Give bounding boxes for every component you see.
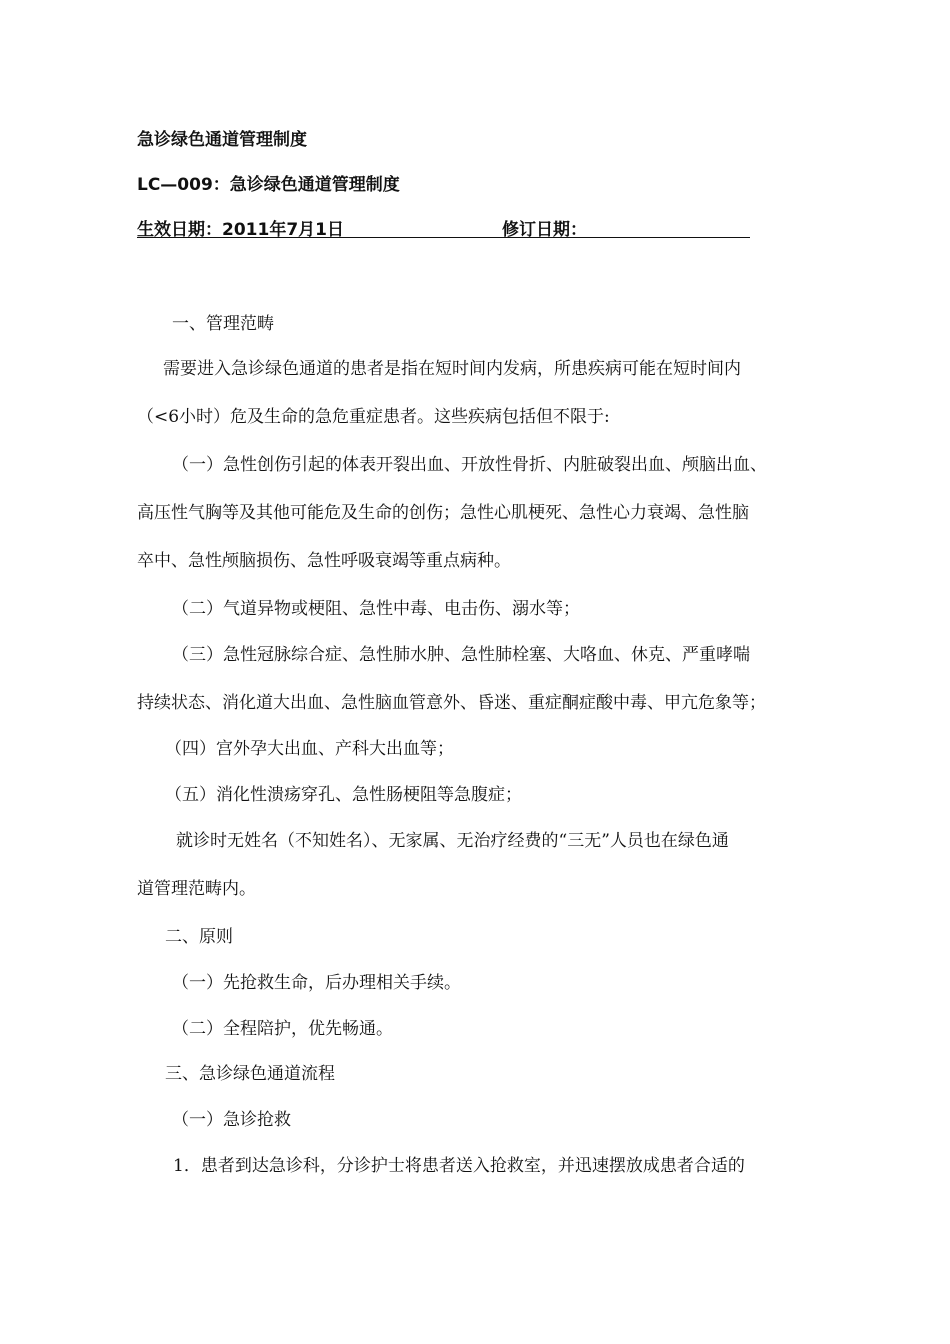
- item-1-line-1: （一）急性创伤引起的体表开裂出血、开放性骨折、内脏破裂出血、颅脑出血、: [172, 455, 767, 475]
- item-4: （四）宫外孕大出血、产科大出血等；: [165, 739, 454, 759]
- section-3-paragraph-1: 1．患者到达急诊科，分诊护士将患者送入抢救室，并迅速摆放成患者合适的: [173, 1156, 745, 1176]
- header-underline: [137, 237, 750, 238]
- item-2: （二）气道异物或梗阻、急性中毒、电击伤、溺水等；: [172, 599, 580, 619]
- paragraph-2-line-1: 就诊时无姓名（不知姓名）、无家属、无治疗经费的“三无”人员也在绿色通: [176, 831, 729, 851]
- item-3-line-1: （三）急性冠脉综合症、急性肺水肿、急性肺栓塞、大咯血、休克、严重哮喘: [172, 645, 750, 665]
- section-2-heading: 二、原则: [165, 927, 233, 947]
- section-3-subheading-1: （一）急诊抢救: [172, 1110, 291, 1130]
- paragraph-1-line-2: （<6小时）危及生命的急危重症患者。这些疾病包括但不限于:: [137, 407, 610, 427]
- section-1-heading: 一、管理范畴: [172, 314, 274, 334]
- item-5: （五）消化性溃疡穿孔、急性肠梗阻等急腹症；: [165, 785, 522, 805]
- paragraph-1-line-1: 需要进入急诊绿色通道的患者是指在短时间内发病，所患疾病可能在短时间内: [163, 359, 741, 379]
- section-3-heading: 三、急诊绿色通道流程: [165, 1064, 335, 1084]
- effective-date: 生效日期：2011年7月1日: [137, 220, 344, 240]
- item-1-line-2: 高压性气胸等及其他可能危及生命的创伤；急性心肌梗死、急性心力衰竭、急性脑: [137, 503, 749, 523]
- item-1-line-3: 卒中、急性颅脑损伤、急性呼吸衰竭等重点病种。: [137, 551, 511, 571]
- paragraph-2-line-2: 道管理范畴内。: [137, 879, 256, 899]
- revision-date-label: 修订日期：: [502, 220, 587, 240]
- document-title: 急诊绿色通道管理制度: [137, 130, 307, 150]
- section-2-item-1: （一）先抢救生命，后办理相关手续。: [172, 973, 461, 993]
- document-code-line: LC—009：急诊绿色通道管理制度: [137, 175, 400, 195]
- section-2-item-2: （二）全程陪护，优先畅通。: [172, 1019, 393, 1039]
- item-3-line-2: 持续状态、消化道大出血、急性脑血管意外、昏迷、重症酮症酸中毒、甲亢危象等；: [137, 693, 766, 713]
